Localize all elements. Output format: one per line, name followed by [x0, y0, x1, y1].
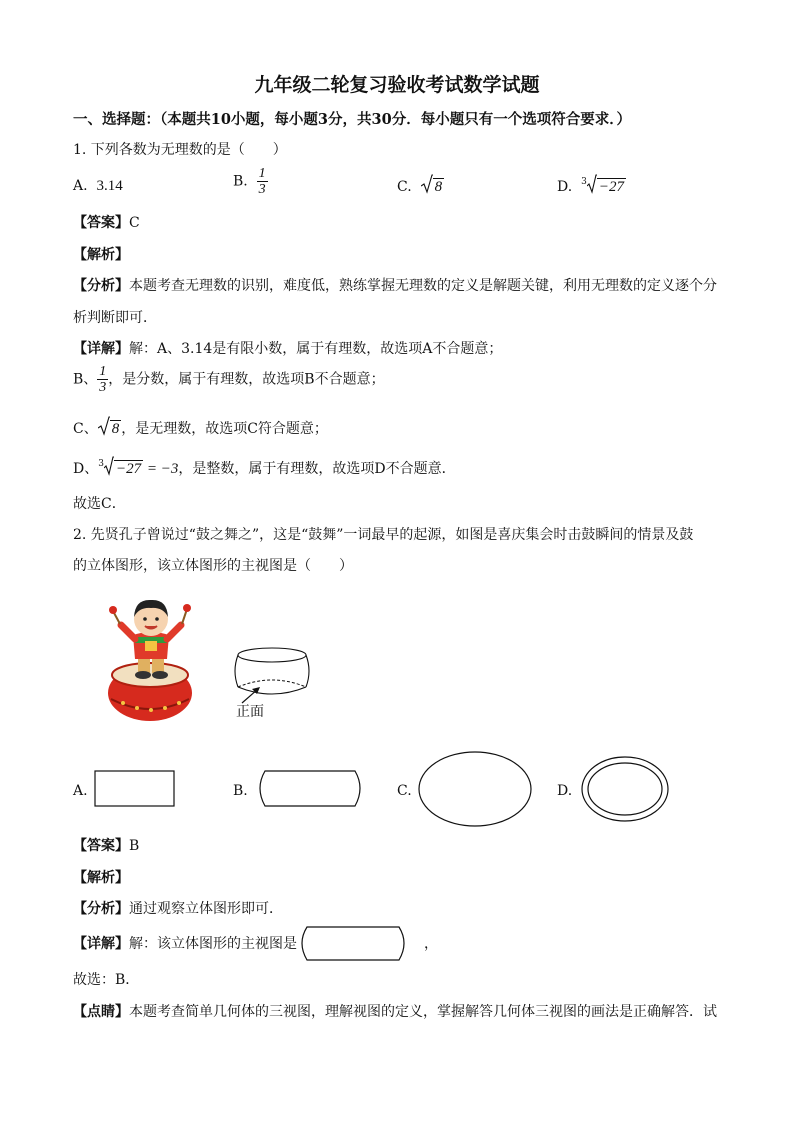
root-sign-icon	[104, 456, 114, 482]
sqrt-sign-icon	[98, 416, 110, 442]
q2-option-b-barrel-icon	[255, 770, 365, 812]
q1-analysis-tag: 【解析】	[73, 247, 129, 263]
q1-option-c	[397, 174, 444, 200]
q1-option-d	[557, 174, 626, 200]
q1-option-b-fraction	[257, 166, 268, 197]
line-prefix: C、	[73, 421, 98, 437]
q2-stem-line1: 2. 先贤孔子曾说过“鼓之舞之”，这是“鼓舞”一词最早的起源，如图是喜庆集会时击鼓瞬间的情景及鼓	[73, 527, 694, 543]
fenxi-text: 本题考查无理数的识别，难度低，熟练掌握无理数的定义是解题关键，利用无理数的定义逐个分	[129, 278, 717, 294]
q2-option-a-label: A.	[73, 783, 88, 799]
q2-dianjing	[73, 1002, 717, 1022]
front-view-label: 正面	[236, 704, 264, 720]
q2-analysis-tag: 【解析】	[73, 870, 129, 886]
equation-result: = −3	[143, 461, 179, 477]
section-heading: 一、选择题：（本题共10小题，每小题3分，共30分．每小题只有一个选项符合要求．）	[73, 111, 631, 128]
q2-option-b-label: B.	[233, 783, 248, 799]
q1-option-d-label: D.	[557, 179, 573, 195]
q1-xiangjie-a	[73, 339, 502, 359]
xiangjie-text: 解：A、3.14是有限小数，属于有理数，故选项A不合题意；	[129, 341, 503, 357]
q2-option-c-ellipse-icon	[417, 750, 533, 832]
cube-root-index: 3	[98, 459, 104, 469]
q2-option-d-label: D.	[557, 783, 573, 799]
answer-value: B	[129, 838, 140, 854]
q1-option-d-radicand: −27	[598, 179, 624, 195]
q1-option-a-label: A.	[73, 178, 88, 194]
fraction-denominator: 3	[99, 380, 107, 395]
line-text: ，是分数，属于有理数，故选项B不合题意；	[108, 371, 385, 388]
q1-line-d	[73, 456, 456, 482]
q2-answer	[73, 836, 139, 856]
dianjing-text: 本题考查简单几何体的三视图，理解视图的定义，掌握解答几何体三视图的画法是正确解答．试	[129, 1004, 717, 1020]
cube-root-index: 3	[581, 177, 587, 187]
xiangjie-tag: 【详解】	[73, 936, 129, 952]
fenxi-tag: 【分析】	[73, 901, 129, 917]
line-prefix: D、	[73, 461, 99, 477]
q1-line-b	[73, 364, 385, 395]
q1-option-b	[233, 166, 268, 197]
q1-option-a	[73, 176, 123, 196]
line-prefix: B、	[73, 371, 98, 388]
fraction-numerator: 1	[258, 166, 266, 181]
q2-xiangjie-end: ，	[424, 936, 438, 952]
q2-answer-barrel-icon	[297, 926, 409, 966]
drum-solid-figure	[230, 645, 316, 709]
line-text: ，是无理数，故选项C符合题意；	[121, 421, 328, 437]
dianjing-tag: 【点睛】	[73, 1004, 129, 1020]
line-b-fraction	[97, 364, 108, 395]
sqrt-sign-icon	[421, 174, 433, 200]
q1-option-c-label: C.	[397, 179, 412, 195]
q2-option-c-label: C.	[397, 783, 412, 799]
q2-fenxi	[73, 899, 283, 919]
fenxi-text: 通过观察立体图形即可．	[129, 901, 283, 917]
q2-option-d-double-ellipse-icon	[580, 755, 670, 827]
q1-stem: 1. 下列各数为无理数的是（ ）	[73, 142, 287, 158]
q2-xiangjie	[73, 934, 297, 954]
q1-line-c	[73, 416, 328, 442]
root-sign-icon	[587, 174, 597, 200]
radicand: 8	[111, 421, 120, 437]
xiangjie-tag: 【详解】	[73, 341, 129, 357]
fraction-denominator: 3	[258, 182, 266, 197]
q1-conclusion: 故选C．	[73, 496, 126, 512]
q1-fenxi-line1	[73, 276, 717, 296]
drummer-illustration	[103, 595, 199, 731]
fenxi-tag: 【分析】	[73, 278, 129, 294]
answer-tag: 【答案】	[73, 838, 129, 854]
q1-answer	[73, 213, 140, 233]
q2-stem-line2: 的立体图形，该立体图形的主视图是（ ）	[73, 558, 353, 574]
answer-tag: 【答案】	[73, 215, 129, 231]
radicand: −27	[115, 461, 142, 477]
xiangjie-text: 解：该立体图形的主视图是	[129, 936, 297, 952]
fraction-numerator: 1	[99, 364, 107, 379]
q1-fenxi-line2: 析判断即可．	[73, 310, 157, 326]
page-title: 九年级二轮复习验收考试数学试题	[254, 74, 540, 96]
q1-option-c-radicand: 8	[434, 179, 443, 195]
q2-conclusion: 故选：B．	[73, 972, 140, 988]
line-text: ，是整数，属于有理数，故选项D不合题意．	[178, 461, 456, 477]
q2-option-a-rectangle-icon	[94, 770, 176, 812]
answer-value: C	[129, 215, 140, 231]
q1-option-b-label: B.	[233, 173, 248, 190]
q1-option-a-value: 3.14	[96, 178, 123, 194]
